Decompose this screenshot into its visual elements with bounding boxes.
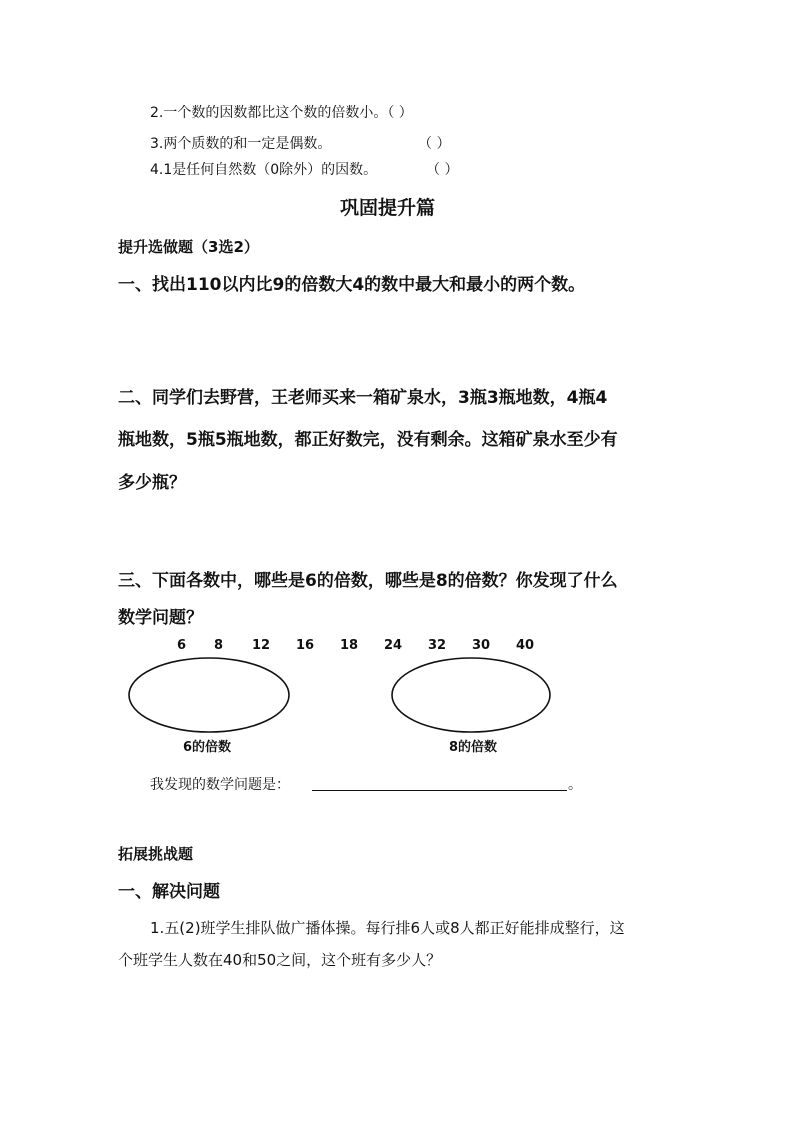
finding-end: 。	[568, 777, 582, 793]
challenge-heading: 拓展挑战题	[118, 845, 194, 863]
number-item: 6	[177, 638, 187, 653]
optional-question-2-line-3: 多少瓶？	[118, 473, 186, 493]
oval-left-label: 6的倍数	[183, 740, 232, 755]
optional-question-2-line-1: 二、同学们去野营，王老师买来一箱矿泉水，3瓶3瓶地数，4瓶4	[118, 388, 608, 408]
number-item: 32	[428, 638, 447, 653]
number-item: 8	[214, 638, 224, 653]
number-item: 16	[296, 638, 315, 653]
finding-label: 我发现的数学问题是：	[150, 777, 290, 793]
section-title: 巩固提升篇	[340, 197, 436, 219]
optional-question-3-line-2: 数学问题？	[118, 608, 203, 628]
number-item: 24	[384, 638, 403, 653]
number-item: 40	[516, 638, 535, 653]
optional-question-3-line-1: 三、下面各数中，哪些是6的倍数，哪些是8的倍数？你发现了什么	[118, 571, 618, 591]
number-item: 12	[252, 638, 271, 653]
optional-question-2-line-2: 瓶地数，5瓶5瓶地数，都正好数完，没有剩余。这箱矿泉水至少有	[118, 430, 618, 450]
oval-multiples-of-8	[392, 658, 550, 732]
challenge-problem-1-line-2: 个班学生人数在40和50之间，这个班有多少人？	[118, 951, 442, 969]
challenge-sub-heading: 一、解决问题	[118, 882, 220, 902]
oval-right-label: 8的倍数	[449, 740, 498, 755]
judgement-item-3: 3.两个质数的和一定是偶数。	[150, 136, 332, 152]
challenge-problem-1-line-1: 1.五(2)班学生排队做广播体操。每行排6人或8人都正好能排成整行，这	[150, 919, 625, 937]
judgement-item-3-paren: （ ）	[418, 136, 451, 152]
oval-multiples-of-6	[129, 658, 289, 732]
finding-answer-line[interactable]	[312, 790, 567, 791]
optional-question-1: 一、找出110以内比9的倍数大4的数中最大和最小的两个数。	[118, 275, 586, 295]
judgement-item-2: 2.一个数的因数都比这个数的倍数小。（ ）	[150, 105, 413, 121]
judgement-item-4-paren: （ ）	[426, 162, 459, 178]
optional-heading: 提升选做题（3选2）	[118, 238, 259, 256]
judgement-item-4: 4.1是任何自然数（0除外）的因数。	[150, 162, 378, 178]
number-item: 18	[340, 638, 359, 653]
number-item: 30	[472, 638, 491, 653]
